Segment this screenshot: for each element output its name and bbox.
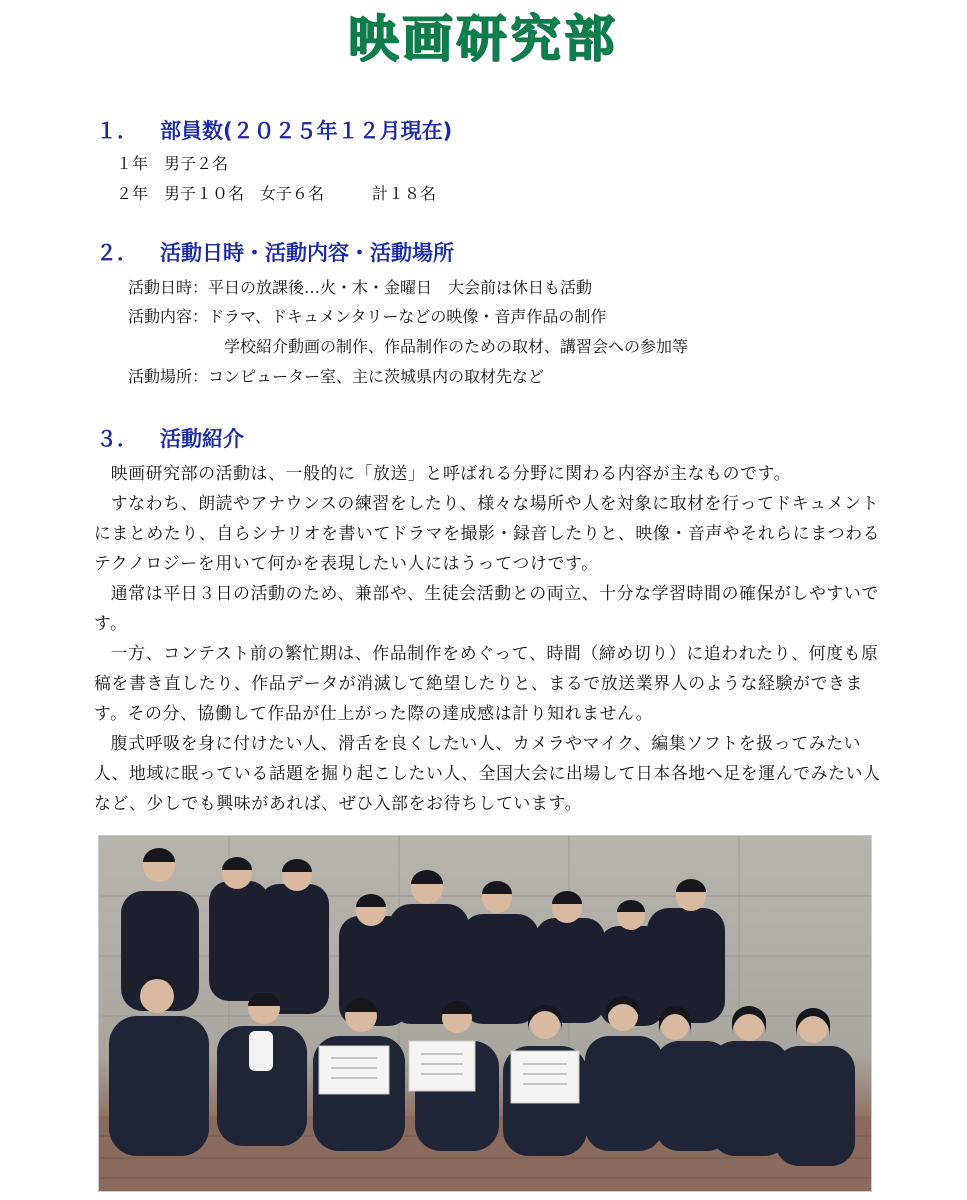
- activity-line-1: 活動日時：平日の放課後…火・木・金曜日 大会前は休日も活動: [128, 278, 593, 297]
- section-title: 活動紹介: [160, 427, 244, 451]
- section-activity-heading: [96, 238, 454, 268]
- intro-paragraph: 一方、コンテスト前の繁忙期は、作品制作をめぐって、時間（締め切り）に追われたり、何度も原稿を書き直したり、作品データが消滅して絶望したりと、まるで放送業界人のような経験ができます。その分、協働して作品が仕上がった際の達成感は計り知れません。: [94, 643, 879, 723]
- section-number: ２．: [96, 241, 138, 265]
- intro-paragraph: 通常は平日３日の活動のため、兼部や、生徒会活動との両立、十分な学習時間の確保がしやすいです。: [94, 583, 879, 633]
- section-intro-heading: [96, 424, 244, 454]
- activity-line-4: 活動場所：コンピューター室、主に茨城県内の取材先など: [128, 367, 545, 386]
- intro-paragraph: 腹式呼吸を身に付けたい人、滑舌を良くしたい人、カメラやマイク、編集ソフトを扱ってみたい人、地域に眠っている話題を掘り起こしたい人、全国大会に出場して日本各地へ足を運んでみたい人など、少しでも興味があれば、ぜひ入部をお待ちしています。: [94, 733, 881, 813]
- intro-paragraph: 映画研究部の活動は、一般的に「放送」と呼ばれる分野に関わる内容が主なものです。: [110, 463, 792, 483]
- section-number: ３．: [96, 427, 138, 451]
- group-photo-illustration: [99, 836, 871, 1191]
- section-members-heading: [96, 116, 452, 146]
- intro-body: [94, 458, 894, 818]
- white-shirts: [249, 1031, 273, 1071]
- section-number: １．: [96, 119, 138, 143]
- members-line-1: １年 男子２名: [116, 154, 229, 173]
- activity-line-3: 学校紹介動画の制作、作品制作のための取材、講習会への参加等: [224, 337, 689, 356]
- section-title: 活動日時・活動内容・活動場所: [160, 241, 454, 265]
- page-title: 映画研究部: [348, 10, 619, 68]
- section-title: 部員数(２０２５年１２月現在): [160, 119, 453, 143]
- intro-paragraph: すなわち、朗読やアナウンスの練習をしたり、様々な場所や人を対象に取材を行ってドキュメントにまとめたり、自らシナリオを書いてドラマを撮影・録音したりと、映像・音声やそれらにまつわるテクノロジーを用いて何かを表現したい人にはうってつけです。: [94, 493, 881, 573]
- members-line-2: ２年 男子１０名 女子６名 計１８名: [116, 184, 437, 203]
- group-photo: [98, 835, 872, 1192]
- activity-line-2: 活動内容：ドラマ、ドキュメンタリーなどの映像・音声作品の制作: [128, 307, 607, 326]
